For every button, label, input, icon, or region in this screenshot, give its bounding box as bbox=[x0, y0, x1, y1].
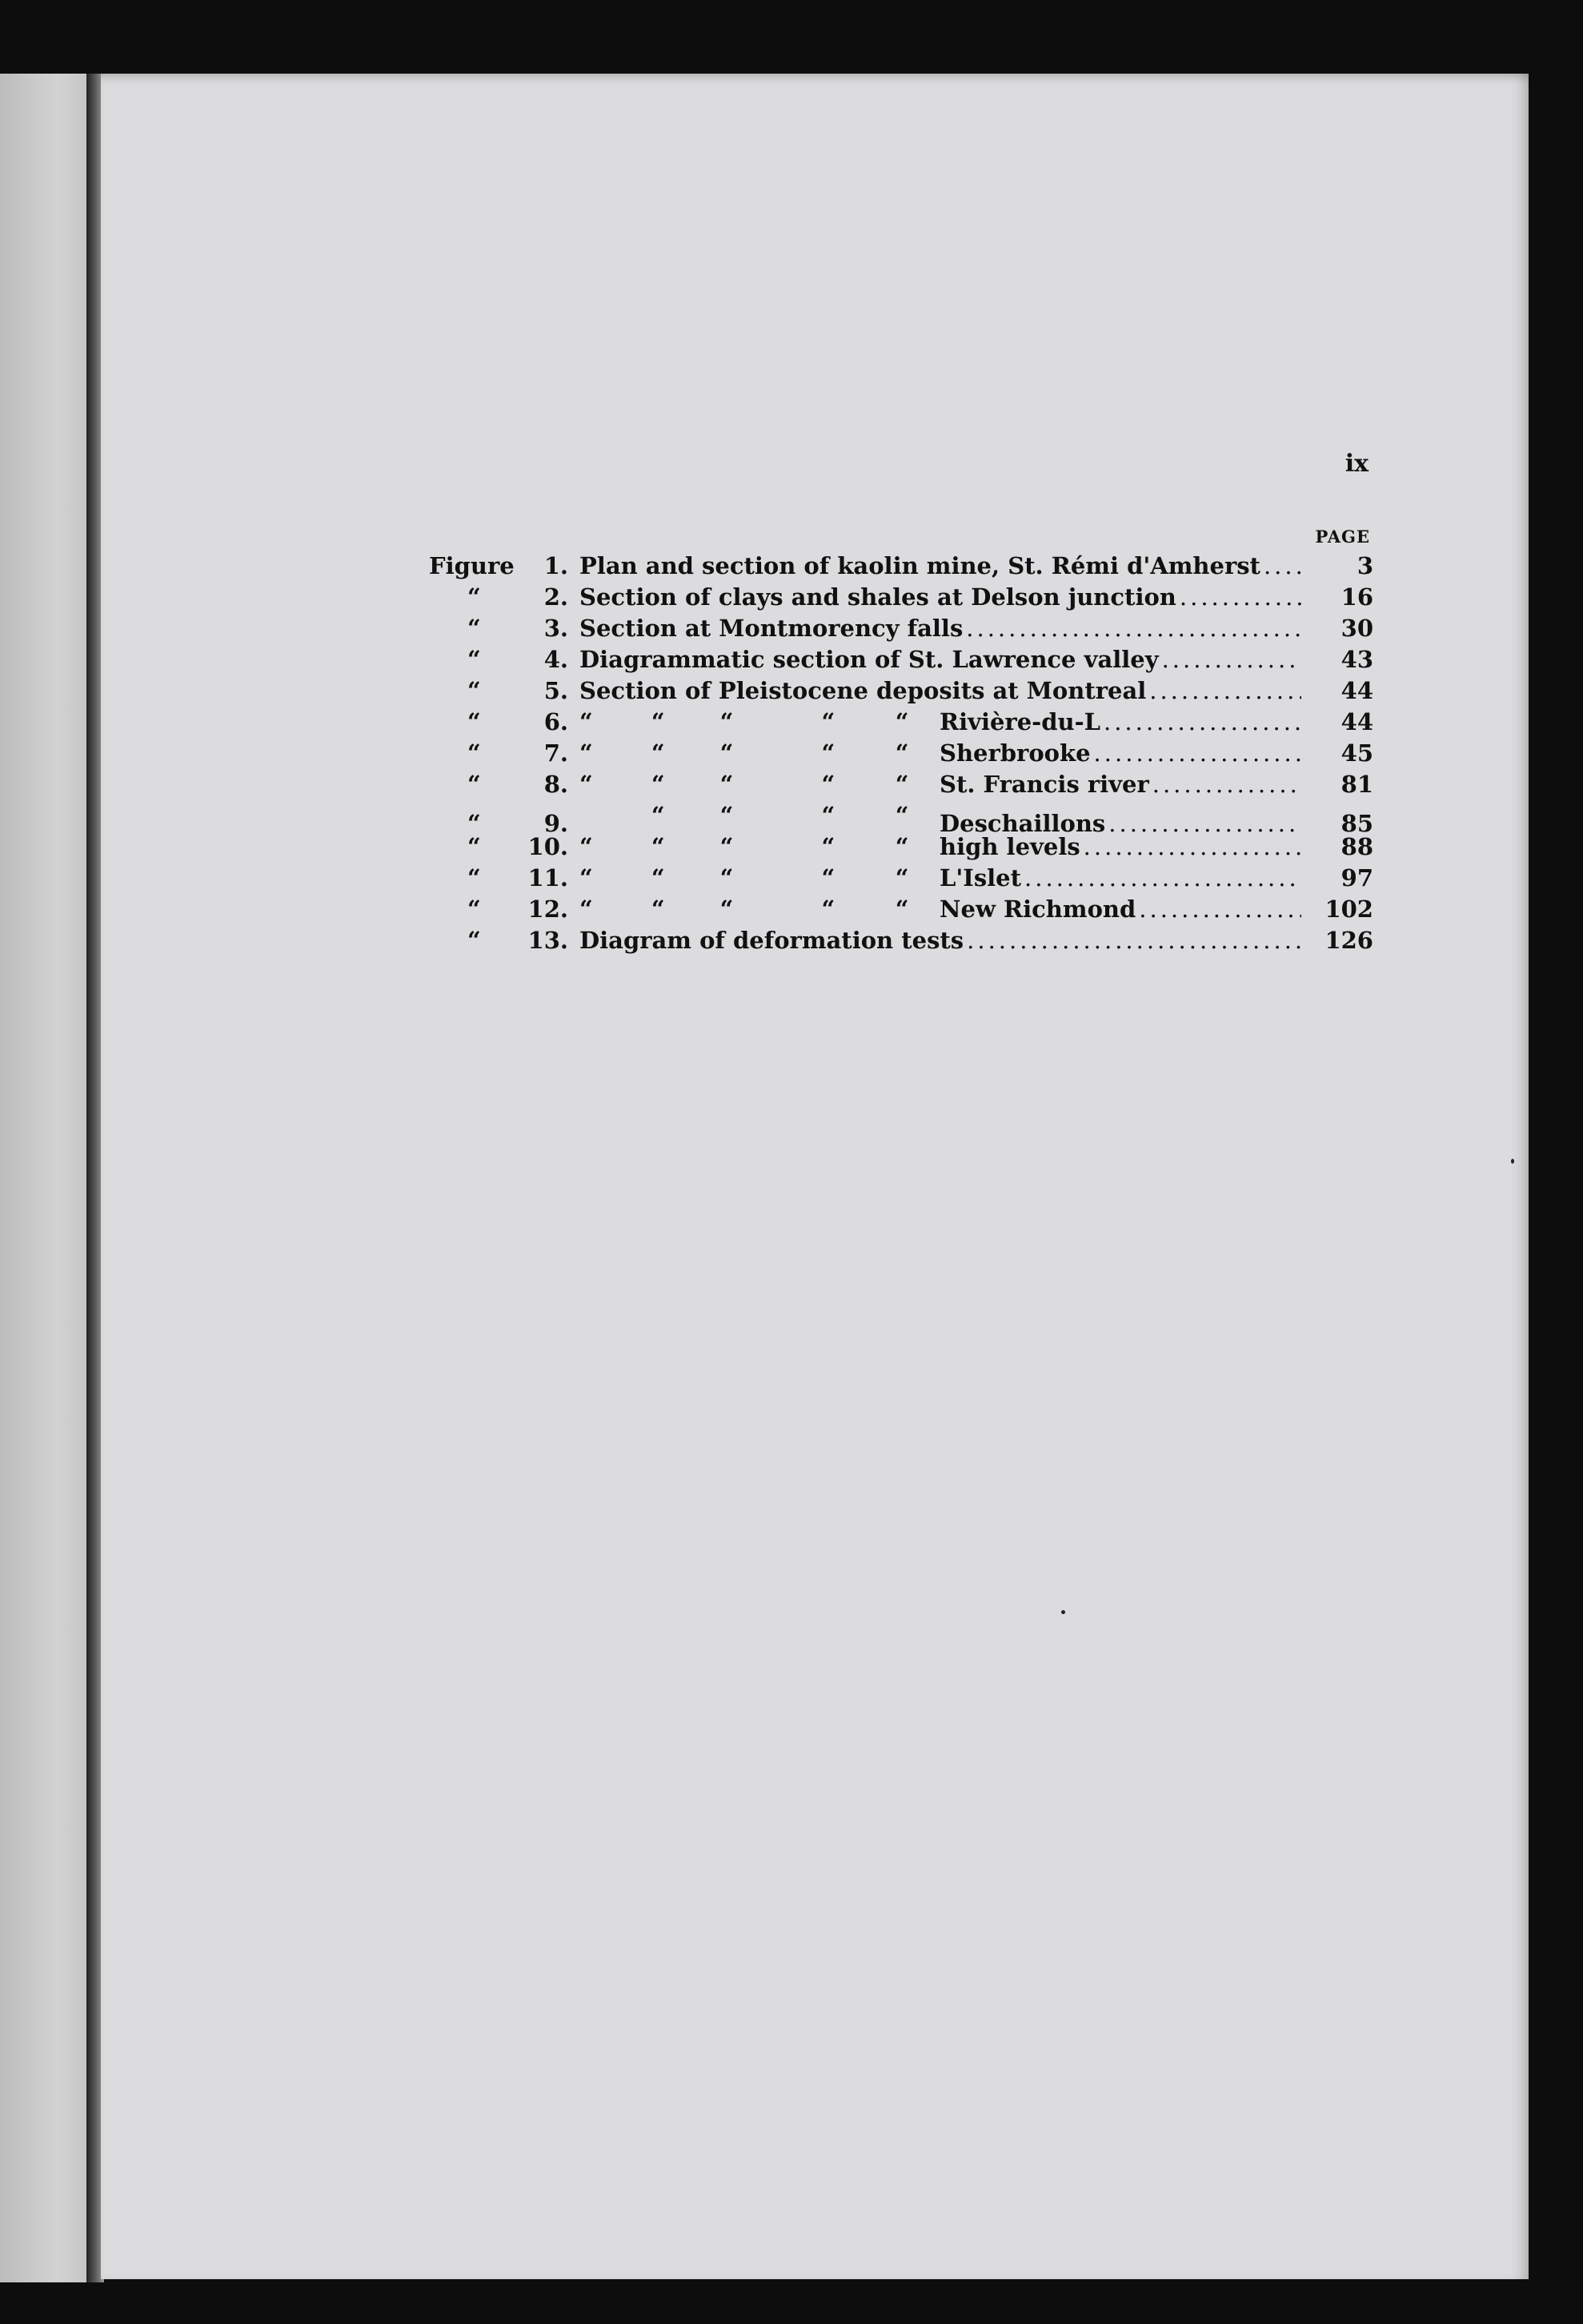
ditto-marks: “ “ “ “ “ bbox=[579, 864, 909, 892]
toc-entry bbox=[429, 831, 1373, 863]
figure-number: 2. bbox=[543, 583, 568, 611]
toc-entry bbox=[429, 707, 1373, 738]
figure-page: 126 bbox=[1325, 927, 1373, 954]
list-of-figures bbox=[429, 551, 1373, 956]
figure-title-cell bbox=[579, 707, 1309, 738]
dot-leader bbox=[1180, 582, 1301, 613]
figure-label: “ bbox=[467, 864, 481, 892]
toc-entry bbox=[429, 675, 1373, 707]
toc-entry bbox=[429, 738, 1373, 769]
figure-number: 7. bbox=[543, 739, 568, 767]
figure-number: 9. bbox=[543, 810, 568, 837]
figure-title: Diagram of deformation tests bbox=[579, 927, 964, 954]
figure-number: 5. bbox=[543, 677, 568, 704]
figure-title-cell bbox=[579, 738, 1309, 769]
figure-label: “ bbox=[467, 810, 481, 837]
dot-leader bbox=[1104, 707, 1301, 738]
figure-title-cell bbox=[579, 831, 1309, 863]
dot-leader bbox=[1084, 831, 1301, 863]
previous-page-edge bbox=[0, 74, 94, 2282]
ditto-marks: “ “ “ “ “ bbox=[579, 896, 909, 923]
toc-entry bbox=[429, 925, 1373, 956]
ditto-marks: “ “ “ “ “ bbox=[579, 708, 909, 735]
figure-label: “ bbox=[467, 615, 481, 642]
figure-title: Section of clays and shales at Delson junction bbox=[579, 583, 1176, 611]
dot-leader bbox=[967, 925, 1301, 956]
figure-page: 102 bbox=[1325, 896, 1373, 923]
toc-entry bbox=[429, 644, 1373, 675]
figure-title-cell bbox=[579, 613, 1309, 644]
toc-entry bbox=[429, 613, 1373, 644]
figure-page: 88 bbox=[1341, 833, 1373, 860]
figure-number: 13. bbox=[527, 927, 568, 954]
figure-label: “ bbox=[467, 739, 481, 767]
figure-title: New Richmond bbox=[940, 896, 1136, 923]
figure-title-cell bbox=[579, 863, 1309, 894]
ditto-marks: “ “ “ “ “ bbox=[579, 771, 909, 798]
figure-number: 8. bbox=[543, 771, 568, 798]
figure-label: “ bbox=[467, 771, 481, 798]
figure-title: Diagrammatic section of St. Lawrence valley bbox=[579, 646, 1159, 673]
figure-title-cell bbox=[579, 675, 1309, 707]
figure-label: “ bbox=[467, 896, 481, 923]
toc-entry bbox=[429, 769, 1373, 800]
figure-number: 1. bbox=[543, 552, 568, 579]
figure-label: “ bbox=[467, 677, 481, 704]
ditto-marks: “ “ “ “ “ bbox=[579, 739, 909, 767]
dot-leader bbox=[1024, 863, 1301, 894]
dot-leader bbox=[1139, 894, 1301, 925]
toc-entry bbox=[429, 800, 1373, 837]
figure-title: L'Islet bbox=[940, 864, 1022, 892]
dot-leader bbox=[1162, 644, 1301, 675]
figure-number: 6. bbox=[543, 708, 568, 735]
figure-title: Sherbrooke bbox=[940, 739, 1091, 767]
figure-page: 43 bbox=[1341, 646, 1373, 673]
toc-page-column-header: PAGE bbox=[1315, 527, 1370, 547]
document-page bbox=[101, 74, 1529, 2279]
figure-number: 10. bbox=[527, 833, 568, 860]
ditto-marks: “ “ “ “ bbox=[651, 802, 909, 829]
ditto-marks: “ “ “ “ “ bbox=[579, 833, 909, 860]
figure-title-cell bbox=[579, 582, 1309, 613]
figure-page: 44 bbox=[1341, 708, 1373, 735]
figure-title: Section at Montmorency falls bbox=[579, 615, 964, 642]
figure-page: 3 bbox=[1357, 552, 1373, 579]
figure-title: Section of Pleistocene deposits at Montreal bbox=[579, 677, 1147, 704]
figure-title-cell bbox=[579, 644, 1309, 675]
dot-leader bbox=[1152, 769, 1301, 800]
figure-page: 16 bbox=[1341, 583, 1373, 611]
figure-label: “ bbox=[467, 927, 481, 954]
figure-number: 11. bbox=[527, 864, 568, 892]
figure-label: “ bbox=[467, 708, 481, 735]
figure-title-cell bbox=[579, 551, 1309, 582]
figure-title: St. Francis river bbox=[940, 771, 1149, 798]
figure-title-cell bbox=[579, 894, 1309, 925]
figure-title: Rivière-du-L bbox=[940, 708, 1100, 735]
figure-page: 85 bbox=[1341, 810, 1373, 837]
figure-number: 3. bbox=[543, 615, 568, 642]
toc-entry bbox=[429, 582, 1373, 613]
figure-label: “ bbox=[467, 833, 481, 860]
figure-number: 4. bbox=[543, 646, 568, 673]
figure-label: “ bbox=[467, 583, 481, 611]
figure-page: 81 bbox=[1341, 771, 1373, 798]
toc-entry bbox=[429, 894, 1373, 925]
figure-label: Figure bbox=[429, 552, 515, 579]
toc-entry bbox=[429, 551, 1373, 582]
figure-title: Deschaillons bbox=[940, 810, 1106, 837]
figure-title-cell bbox=[579, 769, 1309, 800]
dot-leader bbox=[1094, 738, 1301, 769]
dot-leader bbox=[1264, 551, 1301, 582]
toc-entry bbox=[429, 863, 1373, 894]
dot-leader bbox=[1149, 675, 1301, 707]
figure-title: high levels bbox=[940, 833, 1080, 860]
page-number: ix bbox=[1345, 450, 1369, 478]
figure-title: Plan and section of kaolin mine, St. Rémi d'Amherst bbox=[579, 552, 1260, 579]
figure-page: 44 bbox=[1341, 677, 1373, 704]
figure-page: 97 bbox=[1341, 864, 1373, 892]
figure-title-cell bbox=[579, 925, 1309, 956]
dot-leader bbox=[966, 613, 1301, 644]
figure-number: 12. bbox=[527, 896, 568, 923]
figure-page: 30 bbox=[1341, 615, 1373, 642]
figure-label: “ bbox=[467, 646, 481, 673]
figure-page: 45 bbox=[1341, 739, 1373, 767]
